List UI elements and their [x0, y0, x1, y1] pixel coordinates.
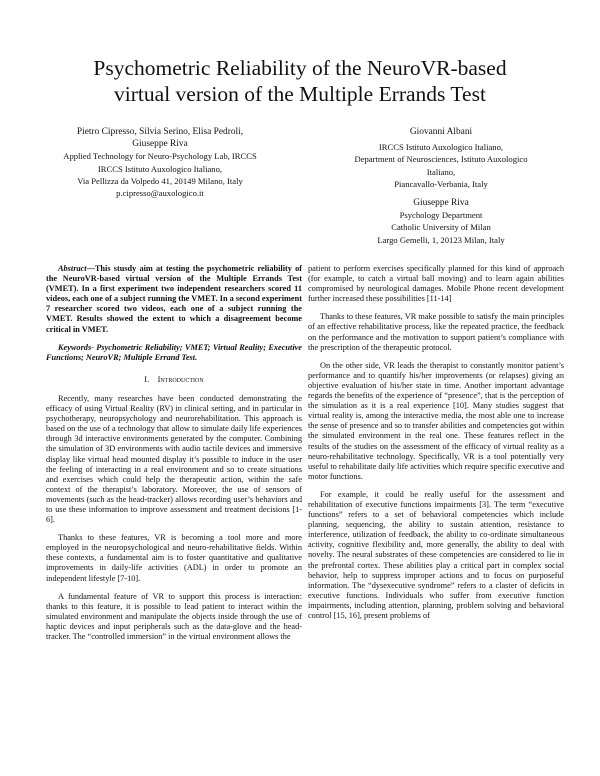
- affiliation-line-2: Department of Neurosciences, Istituto Auxologico: [354, 154, 528, 165]
- affiliation-line-1: Psychology Department: [399, 210, 483, 221]
- affiliation-line-1: IRCCS Istituto Auxologico Italiano,: [378, 142, 504, 153]
- affiliation-line-3: Via Pellizza da Volpedo 41, 20149 Milano, Italy: [77, 175, 243, 186]
- author-block-left: [40, 126, 280, 199]
- author-block-right-2: [318, 197, 564, 246]
- paragraph: A fundamental feature of VR to support this process is interaction: thanks to this feature, it is possible to lead patient to interact within the simulated environment and manipulate the objects inside through the use of haptic devices and input peripherals such as the data-glove and the head-tracker. The “controlled immersion” in the virtual environment allows the: [46, 591, 302, 641]
- affiliation-line-2: Catholic University of Milan: [391, 222, 491, 233]
- abstract: [46, 264, 302, 335]
- paragraph: For example, it could be really useful for the assessment and rehabilitation of executive functions impairments [3]. The term “executive functions” refers to a set of behavioral competencies which include planning, sequencing, the ability to sustain attention, resistance to interference, utilization of feedback, the ability to co-ordinate simultaneous activity, cognitive flexibility and, more generally, the ability to deal with novelty. The neural substrates of these competencies are considered to lie in the prefrontal cortex. These abilities play a critical part in complex social behavior, help to suppress improper actions and to focus on purposeful information. The “dysexecutive syndrome” refers to a claster of deficits in executive functions. Individuals who suffer from executive function impairments, including attention, planning, problem solving and behavioral control [15, 16], present problems of: [308, 489, 564, 620]
- right-column: [308, 264, 564, 626]
- paragraph: Recently, many researches have been conducted demonstrating the efficacy of using Virtual Reality (RV) in clinical setting, and in particular in psychotherapy, neuropsychology and neurorehabilitation. This approach is based on the use of a technology that allow to simulate daily life experiences through 3d interactive environments generated by the computer. Combining the simulation of 3D environments with audio tactile devices and immersive display like virtual head mounted display it’s possible to induce in the user the feeling of interacting in a real environment and so to create situations and exercises which could help the therapeutic action, within the safe context of the therapist’s laboratory. Moreover, the use of sensors of movements (such as the head-tracker) allows recording user’s behaviors and to use these information to improve assessment and treatment decisions [1-6].: [46, 393, 302, 525]
- paragraph: Thanks to these features, VR is becoming a tool more and more employed in the neuropsychological and neuro-rehabilitative fields. Within these contexts, a fundamental aim is to foster quantitative and qualitative improvements in daily-life activities (ADL) in order to promote an independent lifestyle [7-10].: [46, 533, 302, 583]
- abstract-text: —This stusdy aim at testing the psychometric reliability of the NeuroVR-based virtual version of the Multiple Errands Test (VMET). In a first experiment two independent researchers scored 11 videos, each one of a subject running the VMET. In a second experiment 7 researcher scored two videos, each one of a subject running the VMET. Results showed the extent to which a disagreement become critical in VMET.: [46, 264, 302, 334]
- paragraph: On the other side, VR leads the therapist to constantly monitor patient’s performance and to quantify his/her improvements (or relapses) giving an objective evaluation of his/her state in time. Another important advantage regards the benefits of the experience of “presence”, that is the perception of the simulation as it is a real experience [10]. Many studies suggest that virtual reality is, among the interactive media, the most able one to increase the sense of presence and so to transfer abilities and competencies got within the simulated environment in the real one. These features reflect in the results of the studies on the assessment of the efficacy of virtual reality as a neuro-rehabilitative technology. Specifically, VR is a tool potentially very useful to rehabilitate daily life activities which require specific executive and motor functions.: [308, 360, 564, 481]
- section-title: Introduction: [157, 374, 204, 384]
- title-line-2: virtual version of the Multiple Errands Test: [114, 82, 486, 106]
- paragraph: patient to perform exercises specifically planned for this kind of approach (for example, to catch a virtual ball moving) and to learn again abilities compromised by neurological damages. Mobile Phone recent development further increased these possibilities [11-14]: [308, 264, 564, 304]
- title-line-1: Psychometric Reliability of the NeuroVR-based: [93, 56, 507, 80]
- affiliation-line-2: IRCCS Istituto Auxologico Italiano,: [97, 163, 223, 174]
- affiliation-line-1: Applied Technology for Neuro-Psychology Lab, IRCCS: [63, 151, 257, 162]
- author-name: Giuseppe Riva: [413, 198, 469, 208]
- keywords: Keywords- Psychometric Reliability; VMET; Virtual Reality; Executive Functions; NeuroVR; Multiple Errand Test.: [46, 342, 302, 362]
- affiliation-line-4: Piancavallo-Verbania, Italy: [394, 178, 488, 189]
- author-block-right-1: [318, 126, 564, 190]
- section-heading: [46, 375, 302, 385]
- affiliation-line-3: Largo Gemelli, 1, 20123 Milan, Italy: [377, 234, 505, 245]
- author-names-line-2: Giuseppe Riva: [132, 139, 188, 150]
- author-name: Giovanni Albani: [409, 127, 473, 137]
- author-email: p.cipresso@auxologico.it: [116, 188, 204, 199]
- author-names-line-1: Pietro Cipresso, Silvia Serino, Elisa Pedroli,: [76, 127, 244, 137]
- affiliation-line-3: Italiano,: [426, 166, 456, 177]
- section-number: I.: [144, 374, 150, 384]
- paragraph: Thanks to these features, VR make possible to satisfy the main principles of an effective rehabilitative process, like the repeated practice, the feedback on the performance and the motivation to support patient’s compliance with the prescription of the therapeutic protocol.: [308, 312, 564, 352]
- paper-title: [40, 55, 560, 107]
- left-column: [46, 264, 302, 647]
- abstract-label: Abstract: [58, 264, 87, 273]
